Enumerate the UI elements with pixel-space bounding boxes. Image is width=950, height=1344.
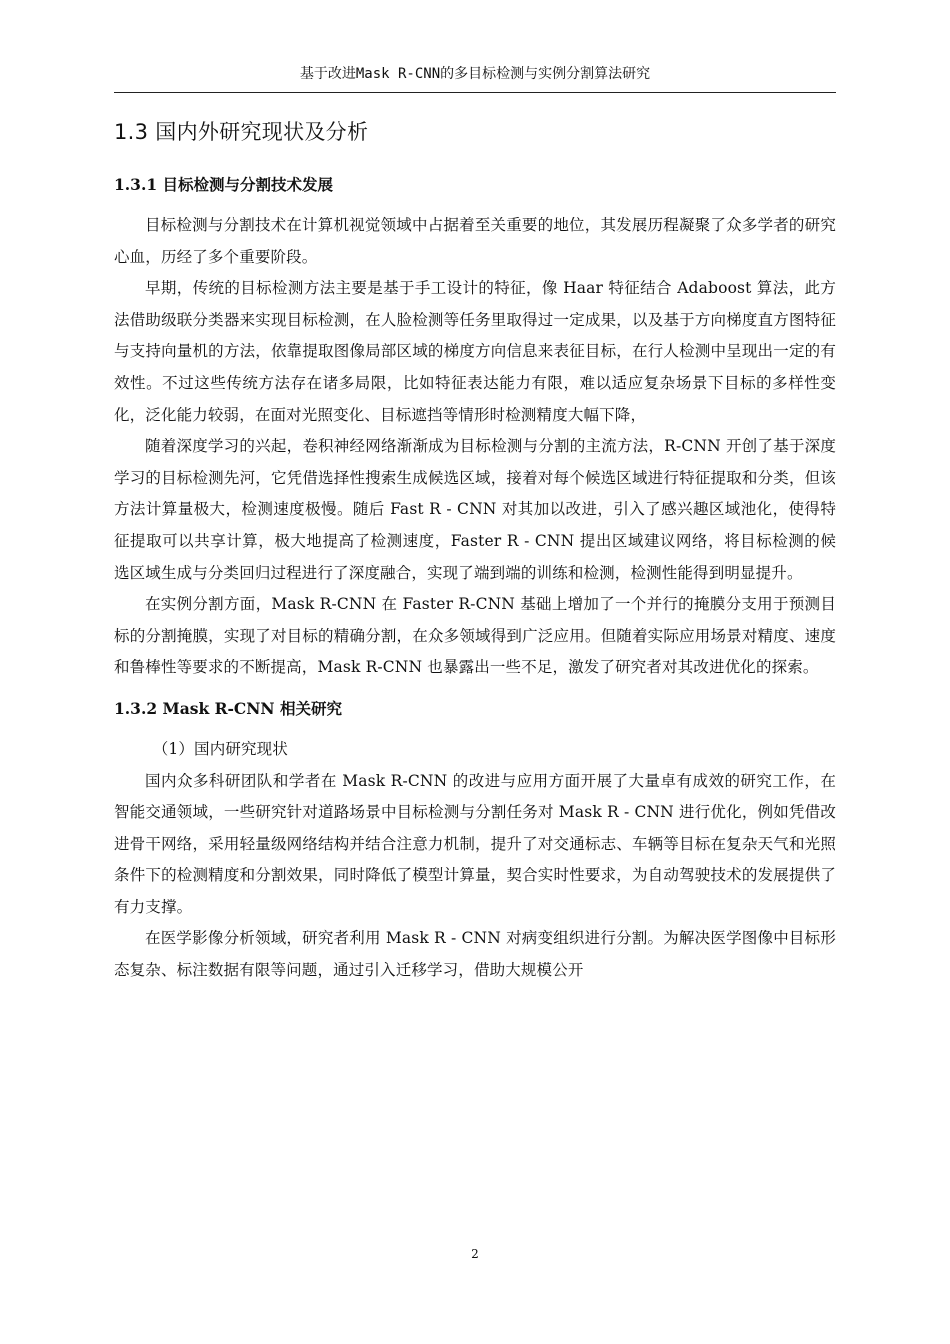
paragraph: 在医学影像分析领域，研究者利用 Mask R - CNN 对病变组织进行分割。为解决医学图像中目标形态复杂、标注数据有限等问题，通过引入迁移学习，借助大规模公开 — [114, 929, 836, 980]
running-header: 基于改进Mask R-CNN的多目标检测与实例分割算法研究 — [299, 66, 651, 82]
paragraph: 早期，传统的目标检测方法主要是基于手工设计的特征，像 Haar 特征结合 Adaboost 算法，此方法借助级联分类器来实现目标检测，在人脸检测等任务里取得过一定成果，以及基于方向梯度直方图特征与支持向量机的方法，依靠提取图像局部区域的梯度方向信息来表征目标，在行人检测中呈现出一定的有效性。不过这些传统方法存在诸多局限，比如特征表达能力有限，难以适应复杂场景下目标的多样性变化，泛化能力较弱，在面对光照变化、目标遮挡等情形时检测精度大幅下降， — [114, 279, 836, 424]
page-body — [114, 112, 836, 987]
paragraph: 随着深度学习的兴起，卷积神经网络渐渐成为目标检测与分割的主流方法，R-CNN 开创了基于深度学习的目标检测先河，它凭借选择性搜索生成候选区域，接着对每个候选区域进行特征提取和分类，但该方法计算量极大，检测速度极慢。随后 Fast R - CNN 对其加以改进，引入了感兴趣区域池化，使得特征提取可以共享计算，极大地提高了检测速度，Faster R - CNN 提出区域建议网络，将目标检测的候选区域生成与分类回归过程进行了深度融合，实现了端到端的训练和检测，检测性能得到明显提升。 — [114, 437, 836, 582]
paragraph: 在实例分割方面，Mask R-CNN 在 Faster R-CNN 基础上增加了一个并行的掩膜分支用于预测目标的分割掩膜，实现了对目标的精确分割，在众多领域得到广泛应用。但随着实际应用场景对精度、速度和鲁棒性等要求的不断提高，Mask R-CNN 也暴露出一些不足，激发了研究者对其改进优化的探索。 — [114, 595, 836, 677]
section-title: 1.3 国内外研究现状及分析 — [114, 120, 369, 144]
paragraph: 国内众多科研团队和学者在 Mask R-CNN 的改进与应用方面开展了大量卓有成效的研究工作，在智能交通领域，一些研究针对道路场景中目标检测与分割任务对 Mask R - CNN 进行优化，例如凭借改进骨干网络，采用轻量级网络结构并结合注意力机制，提升了对交通标志、车辆等目标在复杂天气和光照条件下的检测精度和分割效果，同时降低了模型计算量，契合实时性要求，为自动驾驶技术的发展提供了有力支撑。 — [114, 771, 836, 916]
subsection-title-1: 1.3.1 目标检测与分割技术发展 — [114, 175, 334, 194]
paragraph: 目标检测与分割技术在计算机视觉领域中占据着至关重要的地位，其发展历程凝聚了众多学者的研究心血，历经了多个重要阶段。 — [114, 216, 836, 266]
header-rule — [114, 92, 836, 93]
list-item-label: （1）国内研究现状 — [152, 739, 288, 758]
subsection-title-2: 1.3.2 Mask R-CNN 相关研究 — [114, 698, 342, 718]
page-number: 2 — [471, 1247, 479, 1261]
